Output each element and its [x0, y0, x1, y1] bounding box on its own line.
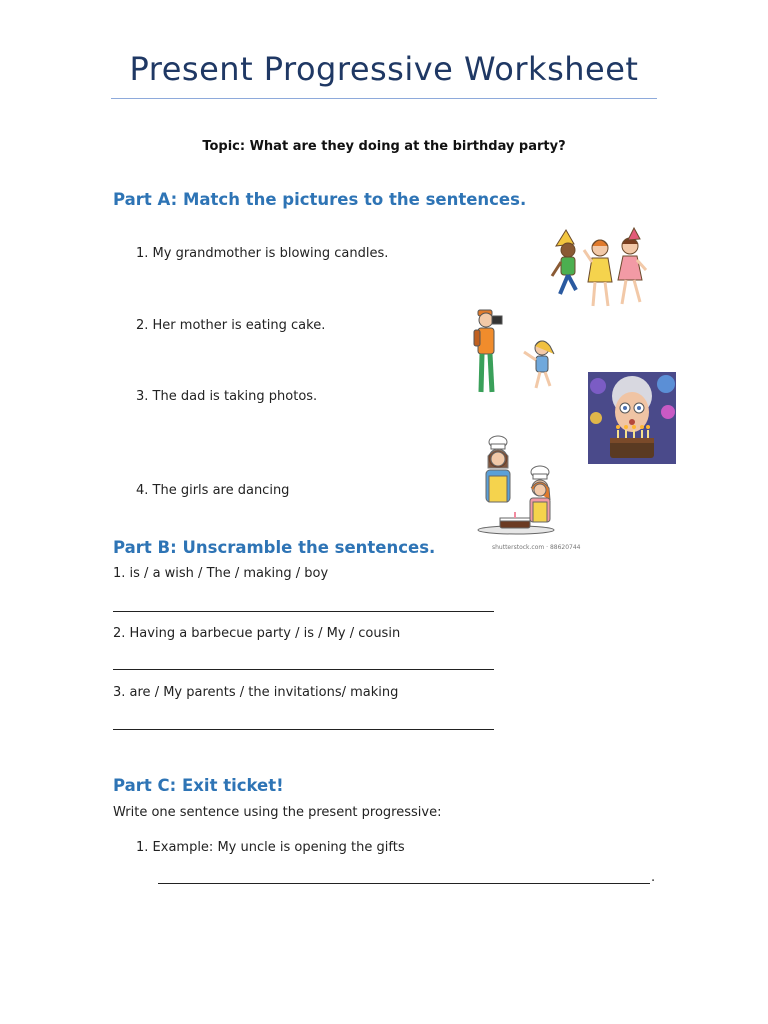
image-caption: shutterstock.com · 88620744 [492, 544, 581, 551]
part-a-item-3: 3. The dad is taking photos. [136, 389, 318, 404]
page-title: Present Progressive Worksheet [129, 50, 639, 88]
part-c-heading: Part C: Exit ticket! [113, 776, 284, 795]
answer-line-1[interactable] [113, 611, 494, 612]
part-b-heading: Part B: Unscramble the sentences. [113, 538, 436, 557]
part-a-heading: Part A: Match the pictures to the sentences. [113, 190, 527, 209]
answer-line-2[interactable] [113, 669, 494, 670]
part-c-instruction: Write one sentence using the present progressive: [113, 805, 442, 820]
part-a-item-2: 2. Her mother is eating cake. [136, 318, 326, 333]
title-divider [111, 98, 657, 99]
part-b-item-2: 2. Having a barbecue party / is / My / cousin [113, 626, 401, 641]
line-end-period: . [651, 870, 656, 885]
dad-taking-photos-image [470, 306, 562, 398]
part-b-item-1: 1. is / a wish / The / making / boy [113, 566, 329, 581]
part-a-item-4: 4. The girls are dancing [136, 483, 290, 498]
mother-eating-cake-image [470, 434, 570, 540]
part-c-example: 1. Example: My uncle is opening the gifts [136, 840, 405, 855]
part-a-item-1: 1. My grandmother is blowing candles. [136, 246, 389, 261]
grandmother-blowing-candles-image [588, 372, 676, 464]
dancing-girls-image [548, 224, 650, 314]
exit-ticket-answer-line[interactable] [158, 883, 650, 884]
part-b-item-3: 3. are / My parents / the invitations/ making [113, 685, 399, 700]
answer-line-3[interactable] [113, 729, 494, 730]
topic-line: Topic: What are they doing at the birthday party? [202, 139, 566, 154]
